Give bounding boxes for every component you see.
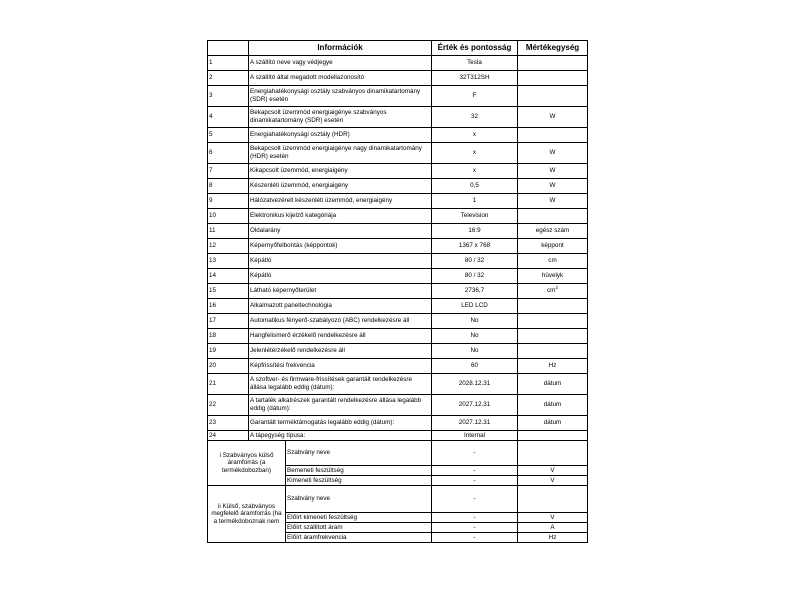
row-label: Készenléti üzemmód, energiaigény <box>249 179 432 194</box>
row-unit <box>518 209 588 224</box>
row-label: Látható képernyőterület <box>249 284 432 299</box>
table-row <box>208 86 588 107</box>
row-value: No <box>432 314 518 329</box>
psu-sub-unit: V <box>518 513 588 523</box>
psu-sub-label: Előírt szállított áram <box>286 523 432 533</box>
table-row <box>208 164 588 179</box>
row-number: 11 <box>208 224 249 239</box>
row-unit <box>518 284 588 299</box>
row-number: 22 <box>208 395 249 416</box>
psu-internal-row <box>208 441 588 466</box>
row-unit <box>518 56 588 71</box>
product-info-sheet <box>207 40 588 543</box>
table-row <box>208 431 588 441</box>
row-unit <box>518 314 588 329</box>
row-value: 80 / 32 <box>432 269 518 284</box>
row-number: 3 <box>208 86 249 107</box>
row-number: 20 <box>208 359 249 374</box>
table-row <box>208 314 588 329</box>
row-number: 4 <box>208 107 249 128</box>
psu-internal-group-label: i Szabványos külső áramforrás (a termékdobozban) <box>208 441 286 486</box>
row-number: 2 <box>208 71 249 86</box>
row-number: 16 <box>208 299 249 314</box>
psu-sub-label: Bemeneti feszültség <box>286 466 432 476</box>
row-unit: W <box>518 107 588 128</box>
row-value: Internal <box>432 431 518 441</box>
row-unit: egész szám <box>518 224 588 239</box>
psu-sub-label: Szabvány neve <box>286 441 432 466</box>
row-number: 1 <box>208 56 249 71</box>
row-value: x <box>432 164 518 179</box>
psu-sub-value: - <box>432 466 518 476</box>
row-number: 18 <box>208 329 249 344</box>
row-label: Elektronikus kijelző kategóriája <box>249 209 432 224</box>
row-value: LED LCD <box>432 299 518 314</box>
psu-sub-label: Előírt áramfrekvencia <box>286 533 432 543</box>
psu-sub-value: - <box>432 441 518 466</box>
row-value: 1367 x 768 <box>432 239 518 254</box>
row-label: Alkalmazott paneltechnológia <box>249 299 432 314</box>
row-unit: Hz <box>518 359 588 374</box>
row-value: 1 <box>432 194 518 209</box>
row-label: Képátló <box>249 269 432 284</box>
row-number: 9 <box>208 194 249 209</box>
row-label: Jelenlétérzékelő rendelkezésre áll <box>249 344 432 359</box>
row-number: 17 <box>208 314 249 329</box>
psu-sub-unit: Hz <box>518 533 588 543</box>
row-label: Bekapcsolt üzemmód energiaigénye szabványos dinamikatartomány (SDR) esetén <box>249 107 432 128</box>
psu-sub-value: - <box>432 476 518 486</box>
row-value: 32 <box>432 107 518 128</box>
header-info: Információk <box>249 41 432 56</box>
row-label: A tartalék alkatrészek garantált rendelkezésre állása legalább eddig (dátum): <box>249 395 432 416</box>
row-value: 2028.12.31 <box>432 374 518 395</box>
row-unit <box>518 86 588 107</box>
row-number: 19 <box>208 344 249 359</box>
table-row <box>208 71 588 86</box>
row-number: 10 <box>208 209 249 224</box>
row-unit: W <box>518 164 588 179</box>
table-row <box>208 269 588 284</box>
row-unit <box>518 128 588 143</box>
row-label: A szoftver- és firmware-frissítések garantált rendelkezésre állása legalább eddig (dátum): <box>249 374 432 395</box>
row-label: Garantált terméktámogatás legalább eddig (dátum): <box>249 416 432 431</box>
psu-sub-unit: V <box>518 476 588 486</box>
row-label: Energiahatékonysági osztály szabványos dinamikatartomány (SDR) esetén <box>249 86 432 107</box>
row-number: 7 <box>208 164 249 179</box>
unit-superscript: 2 <box>555 285 558 291</box>
row-label: Hálózatvezérelt készenléti üzemmód, energiaigény <box>249 194 432 209</box>
row-label: Energiahatékonysági osztály (HDR) <box>249 128 432 143</box>
row-value: 2027.12.31 <box>432 416 518 431</box>
row-value: 0,5 <box>432 179 518 194</box>
row-value: Tesla <box>432 56 518 71</box>
psu-sub-unit <box>518 486 588 513</box>
table-row <box>208 254 588 269</box>
row-unit: dátum <box>518 395 588 416</box>
row-unit <box>518 431 588 441</box>
table-row <box>208 416 588 431</box>
row-unit: dátum <box>518 374 588 395</box>
header-unit: Mértékegység <box>518 41 588 56</box>
row-label: Képernyőfelbontás (képpontok) <box>249 239 432 254</box>
psu-sub-label: Előírt kimeneti feszültség <box>286 513 432 523</box>
row-label: Automatikus fényerő-szabályozó (ABC) rendelkezésre áll <box>249 314 432 329</box>
table-row <box>208 179 588 194</box>
header-value: Érték és pontosság <box>432 41 518 56</box>
table-row <box>208 143 588 164</box>
table-row <box>208 224 588 239</box>
table-row <box>208 374 588 395</box>
row-number: 15 <box>208 284 249 299</box>
row-label: A szállító által megadott modellazonosító <box>249 71 432 86</box>
psu-sub-unit: A <box>518 523 588 533</box>
unit-text: cm <box>547 287 556 295</box>
row-label: Kikapcsolt üzemmód, energiaigény <box>249 164 432 179</box>
row-label: Képátló <box>249 254 432 269</box>
row-unit <box>518 329 588 344</box>
row-unit: hüvelyk <box>518 269 588 284</box>
row-number: 6 <box>208 143 249 164</box>
table-row <box>208 107 588 128</box>
psu-external-row <box>208 486 588 513</box>
row-label: Oldalarány <box>249 224 432 239</box>
table-row <box>208 194 588 209</box>
psu-sub-value: - <box>432 513 518 523</box>
row-number: 24 <box>208 431 249 441</box>
row-value: 32T312SH <box>432 71 518 86</box>
table-row <box>208 395 588 416</box>
row-unit <box>518 344 588 359</box>
psu-external-group-label: ii Külső, szabványos megfelelő áramforrás (ha a termékdoboznak nem <box>208 486 286 543</box>
table-row <box>208 239 588 254</box>
row-value: 16:9 <box>432 224 518 239</box>
row-number: 5 <box>208 128 249 143</box>
row-unit: dátum <box>518 416 588 431</box>
row-unit: W <box>518 143 588 164</box>
table-row <box>208 359 588 374</box>
row-number: 14 <box>208 269 249 284</box>
table-row <box>208 56 588 71</box>
psu-sub-unit <box>518 441 588 466</box>
row-value: 80 / 32 <box>432 254 518 269</box>
table-row <box>208 209 588 224</box>
row-number: 23 <box>208 416 249 431</box>
psu-sub-unit: V <box>518 466 588 476</box>
row-unit <box>518 71 588 86</box>
table-row <box>208 299 588 314</box>
row-value: No <box>432 344 518 359</box>
table-row <box>208 329 588 344</box>
row-value: No <box>432 329 518 344</box>
row-label: Bekapcsolt üzemmód energiaigénye nagy dinamikatartomány (HDR) esetén <box>249 143 432 164</box>
row-unit <box>518 299 588 314</box>
table-row <box>208 128 588 143</box>
row-value: x <box>432 128 518 143</box>
row-label: A tápegység típusa: <box>249 431 432 441</box>
row-value: Television <box>432 209 518 224</box>
row-label: A szállító neve vagy védjegye <box>249 56 432 71</box>
psu-sub-value: - <box>432 486 518 513</box>
row-value: 60 <box>432 359 518 374</box>
row-unit: W <box>518 194 588 209</box>
table-row <box>208 344 588 359</box>
row-unit: W <box>518 179 588 194</box>
row-number: 13 <box>208 254 249 269</box>
row-number: 21 <box>208 374 249 395</box>
row-value: F <box>432 86 518 107</box>
psu-sub-value: - <box>432 533 518 543</box>
header-row <box>208 41 588 56</box>
row-label: Képfrissítési frekvencia <box>249 359 432 374</box>
row-value: 2736,7 <box>432 284 518 299</box>
row-number: 8 <box>208 179 249 194</box>
row-unit: képpont <box>518 239 588 254</box>
psu-sub-value: - <box>432 523 518 533</box>
psu-sub-label: Kimeneti feszültség <box>286 476 432 486</box>
psu-sub-label: Szabvány neve <box>286 486 432 513</box>
row-unit: cm <box>518 254 588 269</box>
row-value: x <box>432 143 518 164</box>
row-number: 12 <box>208 239 249 254</box>
row-value: 2027.12.31 <box>432 395 518 416</box>
table-row <box>208 284 588 299</box>
header-number <box>208 41 249 56</box>
row-label: Hangfelismerő érzékelő rendelkezésre áll <box>249 329 432 344</box>
